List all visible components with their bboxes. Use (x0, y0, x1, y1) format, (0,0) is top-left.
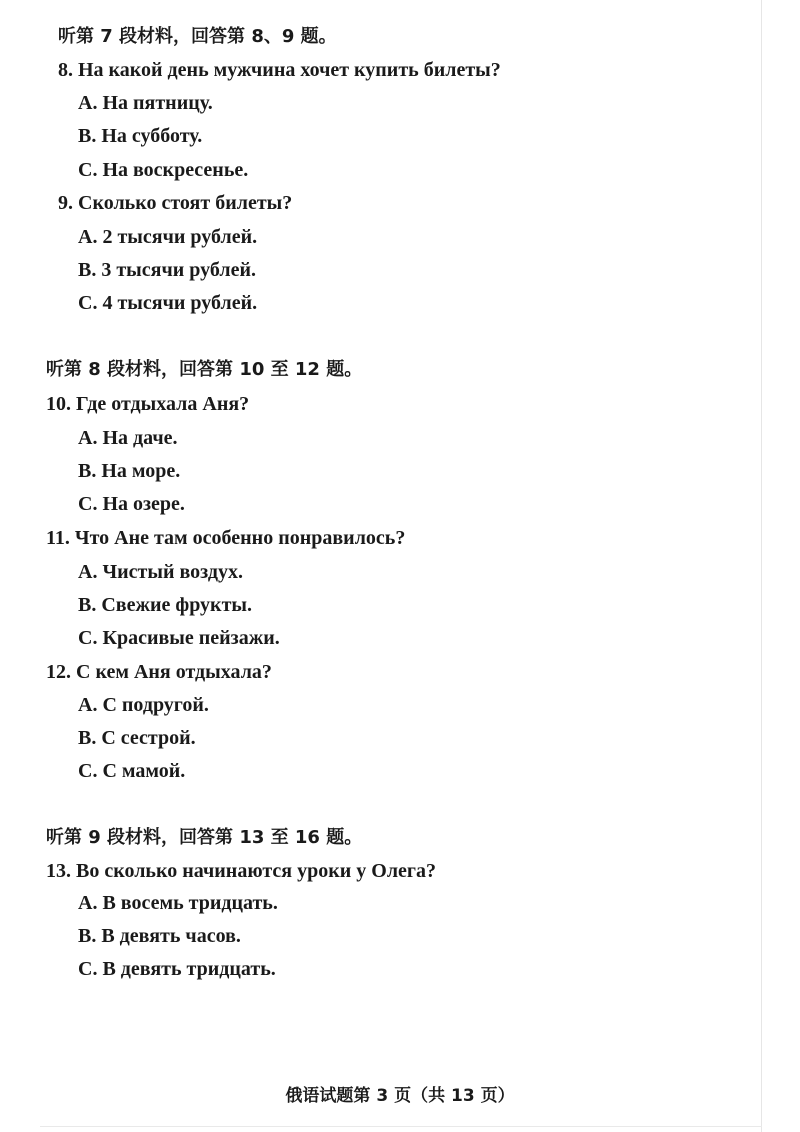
question-12-option-b: B. С сестрой. (78, 727, 196, 749)
question-13-option-a: A. В восемь тридцать. (78, 892, 278, 914)
question-11-option-b: B. Свежие фрукты. (78, 594, 253, 616)
question-8-option-c: C. На воскресенье. (78, 159, 249, 181)
question-12-option-a: A. С подругой. (78, 694, 209, 716)
section-heading-8: 听第 8 段材料，回答第 10 至 12 题。 (46, 359, 363, 380)
section-heading-7: 听第 7 段材料，回答第 8、9 题。 (58, 26, 337, 47)
question-12-option-c: C. С мамой. (78, 760, 186, 782)
section-heading-9: 听第 9 段材料，回答第 13 至 16 题。 (46, 827, 363, 848)
question-13: 13. Во сколько начинаются уроки у Олега? (46, 860, 437, 882)
question-12: 12. С кем Аня отдыхала? (46, 661, 272, 683)
scan-edge-bottom (40, 1126, 762, 1127)
question-9-option-a: A. 2 тысячи рублей. (78, 226, 258, 248)
scan-edge-right (761, 0, 762, 1132)
question-9: 9. Сколько стоят билеты? (58, 192, 293, 214)
question-11-option-c: C. Красивые пейзажи. (78, 627, 280, 649)
question-8-option-b: B. На субботу. (78, 125, 203, 147)
question-8-option-a: A. На пятницу. (78, 92, 213, 114)
question-11: 11. Что Ане там особенно понравилось? (46, 527, 406, 549)
question-8: 8. На какой день мужчина хочет купить билеты? (58, 59, 501, 81)
question-10-option-c: C. На озере. (78, 493, 185, 515)
question-10-option-a: A. На даче. (78, 427, 178, 449)
question-10: 10. Где отдыхала Аня? (46, 393, 250, 415)
question-13-option-b: B. В девять часов. (78, 925, 241, 947)
question-9-option-c: C. 4 тысячи рублей. (78, 292, 258, 314)
question-13-option-c: C. В девять тридцать. (78, 958, 276, 980)
question-9-option-b: B. 3 тысячи рублей. (78, 259, 256, 281)
page-footer: 俄语试题第 3 页（共 13 页） (285, 1086, 515, 1106)
question-10-option-b: B. На море. (78, 460, 181, 482)
question-11-option-a: A. Чистый воздух. (78, 561, 243, 583)
